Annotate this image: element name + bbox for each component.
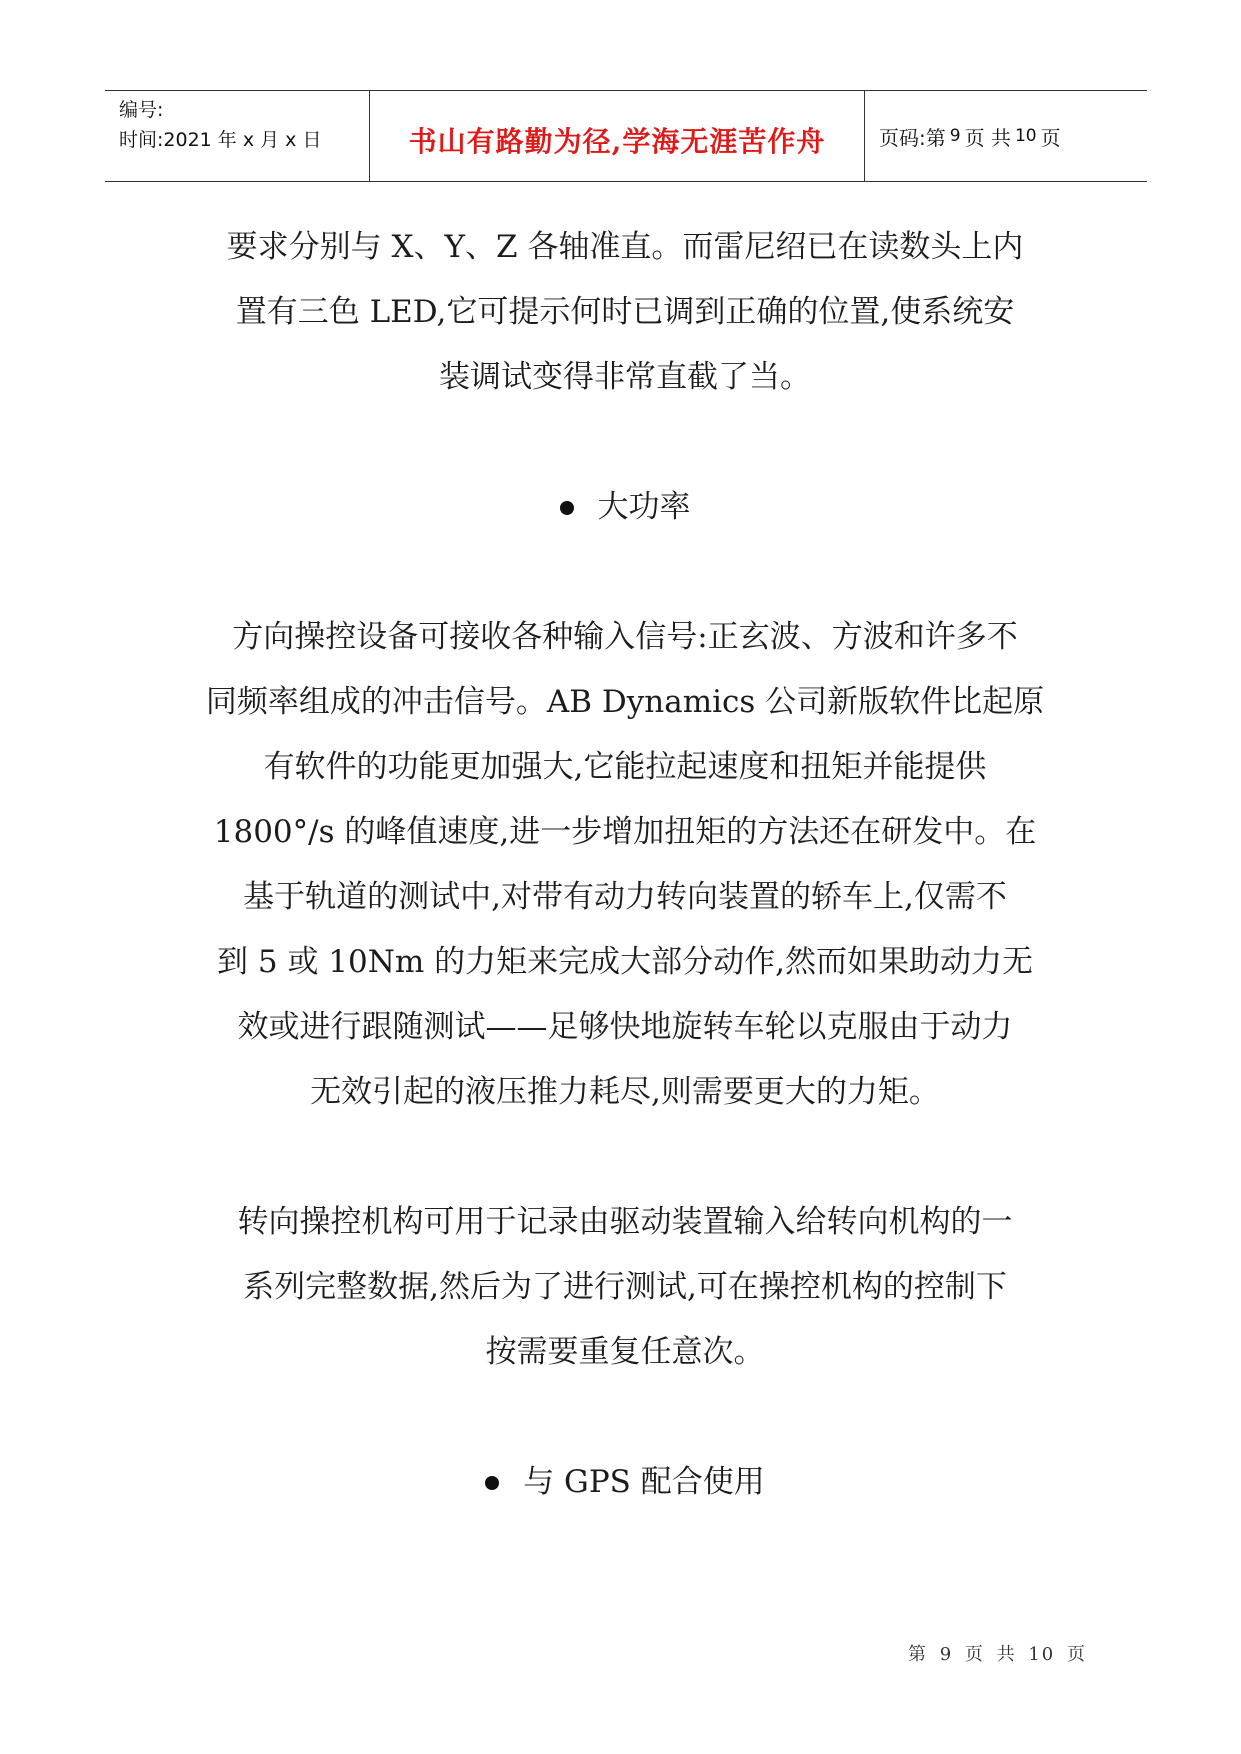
page-header [105,90,1147,182]
header-page-prefix: 页码:第 [879,125,946,150]
document-body [190,215,1060,1515]
header-motto-cell [370,91,865,181]
paragraph-input-signals [190,605,1060,1125]
paragraph-line: 置有三色 LED,它可提示何时已调到正确的位置,使系统安 [235,294,1015,330]
page-footer-number: 第 9 页 共 10 页 [908,1644,1087,1665]
paragraph-line: 1800°/s 的峰值速度,进一步增加扭矩的方法还在研发中。在 [213,814,1037,850]
paragraph-line: 效或进行跟随测试——足够快地旋转车轮以克服由于动力 [237,1009,1013,1045]
document-time-label: 时间:2021 年 x 月 x 日 [119,129,322,151]
paragraph-steering-record [190,1190,1060,1385]
paragraph-line: 按需要重复任意次。 [485,1334,765,1370]
paragraph-line: 方向操控设备可接收各种输入信号:正玄波、方波和许多不 [232,619,1018,655]
header-page-mid: 页 共 [964,125,1011,150]
paragraph-line: 要求分别与 X、Y、Z 各轴准直。而雷尼绍已在读数头上内 [226,229,1024,265]
paragraph-line: 转向操控机构可用于记录由驱动装置输入给转向机构的一 [237,1204,1013,1240]
paragraph-line: 有软件的功能更加强大,它能拉起速度和扭矩并能提供 [263,749,987,785]
bullet-heading-high-power [190,475,1060,540]
paragraph-line: 同频率组成的冲击信号。AB Dynamics 公司新版软件比起原 [205,684,1045,720]
header-meta-cell [105,91,370,181]
paragraph-line: 装调试变得非常直截了当。 [439,359,811,395]
header-page-total: 10 [1014,126,1037,146]
paragraph-line: 到 5 或 10Nm 的力矩来完成大部分动作,然而如果助动力无 [217,944,1033,980]
paragraph-line: 系列完整数据,然后为了进行测试,可在操控机构的控制下 [243,1269,1007,1305]
paragraph-led-alignment [190,215,1060,410]
document-number-label: 编号: [119,99,164,121]
bullet-dot-icon [485,1476,499,1490]
bullet-heading-gps [190,1450,1060,1515]
paragraph-line: 基于轨道的测试中,对带有动力转向装置的轿车上,仅需不 [243,879,1007,915]
paragraph-line: 无效引起的液压推力耗尽,则需要更大的力矩。 [310,1074,940,1110]
header-page-cell [865,91,1147,181]
header-page-suffix: 页 [1040,125,1061,150]
bullet-heading-text: 与 GPS 配合使用 [523,1464,765,1500]
header-motto: 书山有路勤为径,学海无涯苦作舟 [408,125,826,158]
bullet-heading-text: 大功率 [597,489,691,525]
header-page-current: 9 [949,126,961,146]
bullet-dot-icon [560,501,574,515]
